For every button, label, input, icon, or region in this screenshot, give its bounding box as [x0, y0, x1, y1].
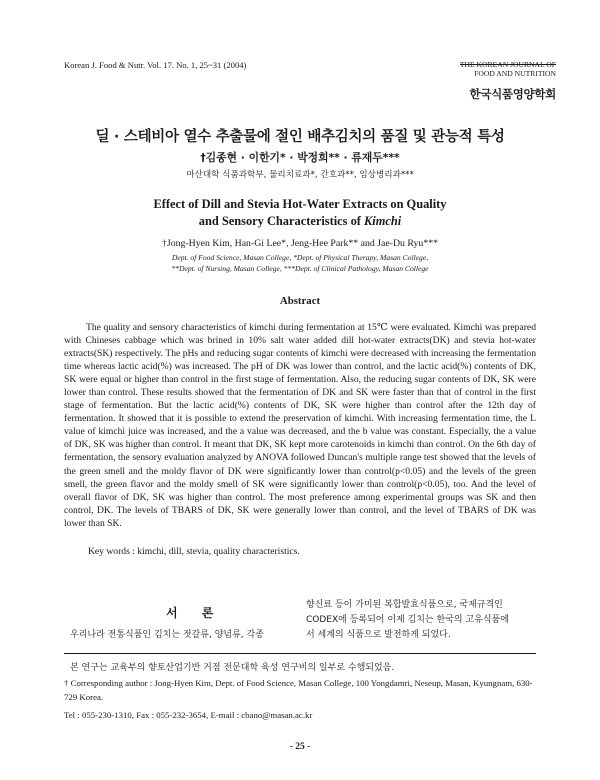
right-column-line: 향신료 등이 가미된 복합발효식품으로, 국제규격인 — [306, 600, 503, 610]
title-english-line2-prefix: and Sensory Characteristics of — [198, 214, 364, 228]
corresponding-author-footnote: † Corresponding author : Jong-Hyen Kim, Dept. of Food Science, Masan College, 100 Yongdamri, Neseup, Masan, Kyungnam, 630-729 Korea. — [64, 678, 533, 702]
title-english-kimchi: Kimchi — [364, 214, 402, 228]
keywords: Key words : kimchi, dill, stevia, quality characteristics. — [88, 546, 300, 557]
contact-footnote: Tel : 055-230-1310, Fax : 055-232-3654, E-mail : cbano@masan.ac.kr — [64, 710, 313, 720]
abstract-paragraph: The quality and sensory characteristics of kimchi during fermentation at 15℃ were evaluated. Kimchi was prepared with Chineses cabbage which was brined in 10% salt water added dill hot-water extracts(DK) and stevia hot-water extracts(SK) respectively. The pHs and reducing sugar contents of kimchi were decreased with increasing the fermentation time whereas lactic acid(%) was increased. The pH of DK was lower than control, and the lactic acid(%) contents of DK, SK were equal or higher than control in the first stage of fermentation. Also, the reducing sugar contents of DK, SK were lower than control. These results showed that the fermentation of DK and SK were faster than that of control in the first stage of fermentation. But the lactic acid(%) contents of DK, SK were higher than control after the 12th day of fermentation. It showed that it is possible to extend the preservation of kimchi. With increasing fermentation time, the L value of kimchi juice was increased, and the a value was decreased, and the b value was constant. Especially, the a value of DK, SK was higher than control. It meant that DK, SK kept more carotenoids in kimchi than control. On the 6th day of fermentation, the sensory evaluation analyzed by ANOVA followed Duncan's multiple range test showed that the levels of the green smell and the moldy flavor of DK were significantly lower than control(p<0.05) and the levels of the green smell, the green flavor and the moldy smell of SK were significantly lower than control(p<0.05), too. And the level of overall flavor of DK, SK was higher than control. The most preference among experimental groups was SK and then control, DK. The levels of TBARS of DK, SK were generally lower than control, and the level of TBARS of DK was lower than SK. — [64, 322, 536, 529]
funding-footnote: 본 연구는 교육부의 향토산업기반 거점 전문대학 육성 연구비의 일부로 수행되었음. — [70, 663, 395, 673]
journal-citation: Korean J. Food & Nutr. Vol. 17. No. 1, 25~31 (2004) — [64, 60, 247, 70]
authors-english: †Jong-Hyen Kim, Han-Gi Lee*, Jeng-Hee Park** and Jae-Du Ryu*** — [161, 238, 439, 249]
affiliation-english-line2: **Dept. of Nursing, Masan College, ***Dept. of Clinical Pathology, Masan College — [171, 263, 429, 273]
title-korean: 딜 · 스테비아 열수 추출물에 절인 배추김치의 품질 및 관능적 특성 — [95, 129, 505, 145]
affiliation-korean: 마산대학 식품과학부, 물리치료과*, 간호과**, 임상병리과*** — [186, 170, 414, 180]
abstract-body — [64, 321, 536, 530]
journal-name-english — [460, 60, 556, 78]
affiliation-english-line1: Dept. of Food Science, Masan College, *Dept. of Physical Therapy, Masan College, — [171, 253, 429, 262]
page-number: - 25 - — [289, 742, 311, 752]
journal-name-line2: FOOD AND NUTRITION — [474, 69, 556, 78]
affiliation-english — [0, 253, 600, 275]
journal-divider — [460, 64, 556, 65]
footnote-divider — [64, 653, 536, 654]
authors-korean: †김종현 · 이한기* · 박정희** · 류재두*** — [200, 151, 400, 164]
section-heading-introduction: 서 론 — [166, 606, 224, 620]
title-english — [0, 196, 600, 230]
introduction-left-column: 우리나라 전통식품인 김치는 젓갈류, 양념류, 각종 — [70, 630, 264, 640]
title-english-line2 — [0, 213, 600, 230]
title-english-line1: Effect of Dill and Stevia Hot-Water Extracts on Quality — [153, 197, 447, 211]
abstract-heading: Abstract — [279, 295, 321, 307]
right-column-line: CODEX에 등록되어 이제 김치는 한국의 고유식품에 — [306, 615, 509, 625]
introduction-right-column — [306, 598, 538, 643]
right-column-line: 서 세계의 식품으로 발전하게 되었다. — [306, 630, 451, 640]
journal-name-korean: 한국식품영양학회 — [469, 87, 556, 101]
